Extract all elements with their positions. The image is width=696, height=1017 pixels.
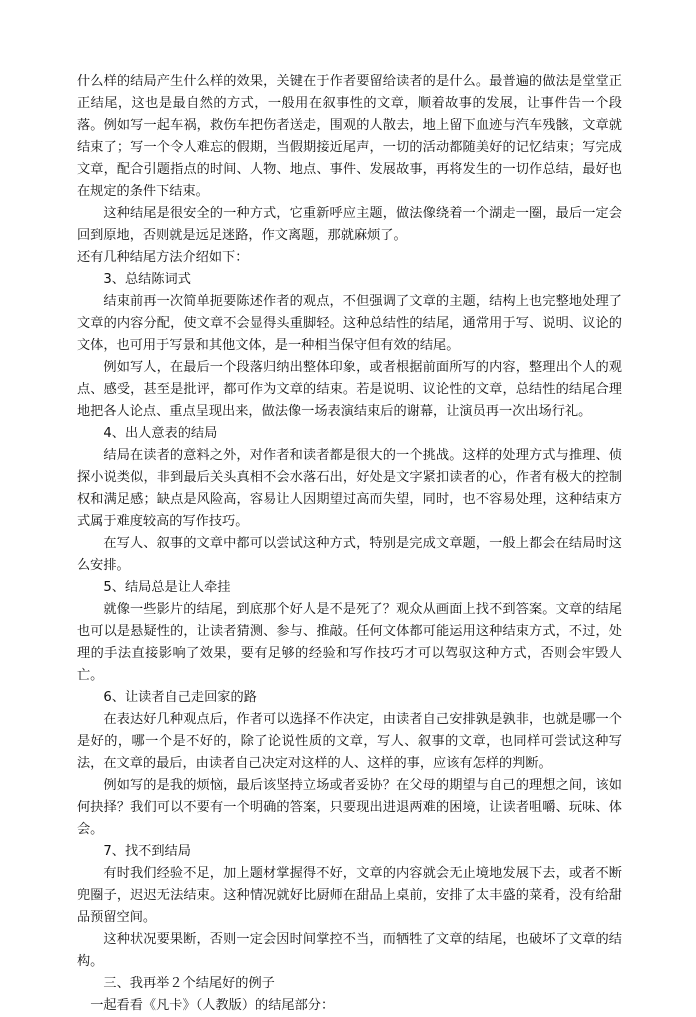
heading-method-4: 4、出人意表的结局	[103, 426, 218, 441]
paragraph-method-6-a: 在表达好几种观点后，作者可以选择不作决定，由读者自己安排孰是孰非，也就是哪一个是好的，哪一个是不好的，除了论说性质的文章，写人、叙事的文章，也同样可尝试这种写法，在文章的最后，由读者自己决定对这样的人、这样的事，应该有怎样的判断。	[77, 712, 622, 771]
heading-section-3: 三、我再举２个结尾好的例子	[103, 976, 275, 991]
paragraph-intro: 什么样的结局产生什么样的效果，关键在于作者要留给读者的是什么。最普遍的做法是堂堂正正结尾，这也是最自然的方式，一般用在叙事性的文章，顺着故事的发展，让事件告一个段落。例如写一起车祸，救伤车把伤者送走，围观的人散去，地上留下血迹与汽车残骸，文章就结束了；写一个令人难忘的假期，当假期接近尾声，一切的活动都随美好的记忆结束；写完成文章，配合引题指点的时间、人物、地点、事件、发展故事，再将发生的一切作总结，最好也在规定的条件下结束。	[77, 74, 622, 199]
paragraph-method-7-a: 有时我们经验不足，加上题材掌握得不好，文章的内容就会无止境地发展下去，或者不断兜圈子，迟迟无法结束。这种情况就好比厨师在甜品上桌前，安排了太丰盛的菜肴，没有给甜品预留空间。	[77, 866, 622, 925]
paragraph-example-intro: 一起看看《凡卡》（人教版）的结尾部分：	[90, 998, 335, 1013]
paragraph-method-5: 就像一些影片的结尾，到底那个好人是不是死了？观众从画面上找不到答案。文章的结尾也可以是悬疑性的，让读者猜测、参与、推敲。任何文体都可能运用这种结束方式，不过，处理的手法直接影响了效果，要有足够的经验和写作技巧才可以驾驭这种方式，否则会牢毁人亡。	[77, 602, 622, 683]
paragraph-method-3-b: 例如写人，在最后一个段落归纳出整体印象，或者根据前面所写的内容，整理出个人的观点、感受，甚至是批评，都可作为文章的结束。若是说明、议论性的文章，总结性的结尾合理地把各人论点、重点呈现出来，做法像一场表演结束后的谢幕，让演员再一次出场行礼。	[77, 360, 622, 419]
heading-method-5: 5、结局总是让人牵挂	[103, 580, 231, 595]
paragraph-method-3-a: 结束前再一次简单扼要陈述作者的观点，不但强调了文章的主题，结构上也完整地处理了文章的内容分配，使文章不会显得头重脚轻。这种总结性的结尾，通常用于写、说明、议论的文体，也可用于写景和其他文体，是一种相当保守但有效的结尾。	[77, 294, 622, 353]
heading-method-3: 3、总结陈词式	[103, 272, 191, 287]
paragraph-method-4-a: 结局在读者的意料之外，对作者和读者都是很大的一个挑战。这样的处理方式与推理、侦探小说类似，非到最后关头真相不会水落石出，好处是文字紧扣读者的心，作者有极大的控制权和满足感；缺点是风险高，容易让人因期望过高而失望，同时，也不容易处理，这种结束方式属于难度较高的写作技巧。	[77, 448, 622, 529]
document-body	[77, 71, 622, 1017]
heading-method-6: 6、让读者自己走回家的路	[103, 690, 257, 705]
paragraph-safe-ending: 这种结尾是很安全的一种方式，它重新呼应主题，做法像绕着一个湖走一圈，最后一定会回到原地，否则就是远足迷路，作文离题，那就麻烦了。	[77, 206, 622, 243]
heading-method-7: 7、找不到结局	[103, 844, 191, 859]
paragraph-method-4-b: 在写人、叙事的文章中都可以尝试这种方式，特别是完成文章题，一般上都会在结局时这么安排。	[77, 536, 622, 573]
paragraph-more-methods: 还有几种结尾方法介绍如下：	[77, 250, 249, 265]
paragraph-method-6-b: 例如写的是我的烦恼，最后该坚持立场或者妥协？在父母的期望与自己的理想之间，该如何抉择？我们可以不要有一个明确的答案，只要现出进退两难的困境，让读者咀嚼、玩味、体会。	[77, 778, 622, 837]
paragraph-method-7-b: 这种状况要果断，否则一定会因时间掌控不当，而牺牲了文章的结尾，也破坏了文章的结构。	[77, 932, 622, 969]
